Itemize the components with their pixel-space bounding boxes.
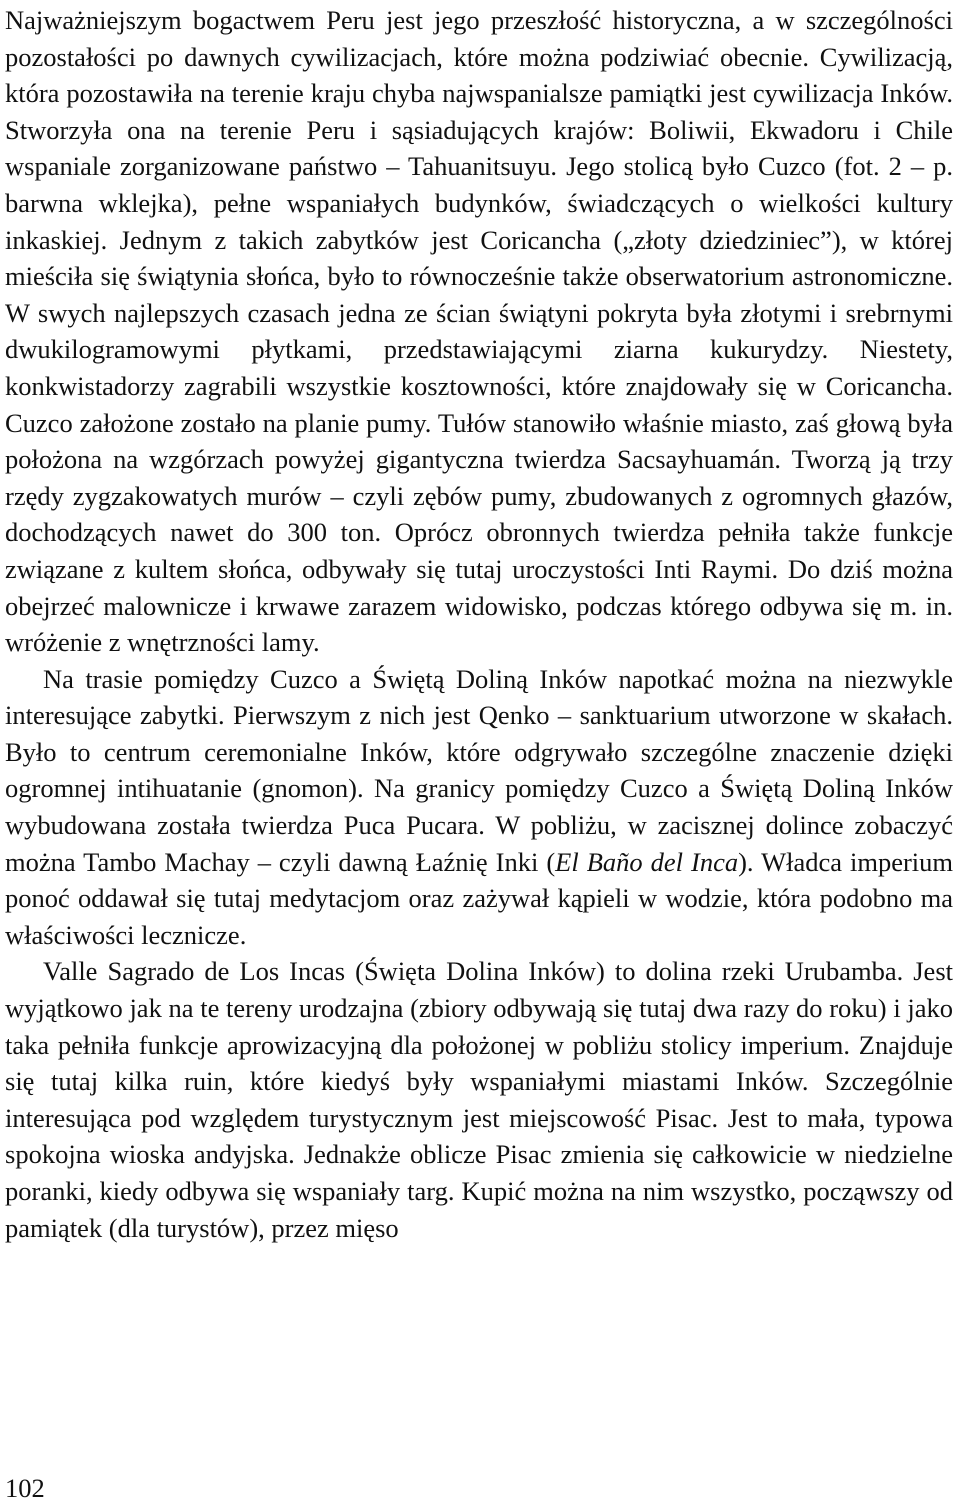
page-number: 102 [5, 1473, 45, 1503]
page-body [5, 2, 953, 1246]
paragraph-text: Najważniejszym bogactwem Peru jest jego przeszłość historyczna, a w szczególności pozostałości po dawnych cywilizacjach, które można podziwiać obecnie. Cywilizacją, która pozostawiła na terenie kraju chyba najwspanialsze pamiątki jest cywilizacja Inków. Stworzyła ona na terenie Peru i sąsiadujących krajów: Boliwii, Ekwadoru i Chile wspaniale zorganizowane państwo – Tahuanitsuyu. Jego stolicą było Cuzco (fot. 2 – p. barwna wklejka), pełne wspaniałych budynków, świadczących o wielkości kultury inkaskiej. Jednym z takich zabytków jest Coricancha („złoty dziedziniec”), w której mieściła się świątynia słońca, było to równocześnie także obserwatorium astronomiczne. W swych najlepszych czasach jedna ze ścian świątyni pokryta była złotymi i srebrnymi dwukilogramowymi płytkami, przedstawiającymi ziarna kukurydzy. Niestety, konkwistadorzy zagrabili wszystkie kosztowności, które znajdowały się w Coricancha. Cuzco założone zostało na planie pumy. Tułów stanowiło właśnie miasto, zaś głową była położona na wzgórzach powyżej gigantyczna twierdza Sacsayhuamán. Tworzą ją trzy rzędy zygzakowatych murów – czyli zębów pumy, zbudowanych z ogromnych głazów, dochodzących nawet do 300 ton. Oprócz obronnych twierdza pełniła także funkcje związane z kultem słońca, odbywały się tutaj uroczystości Inti Raymi. Do dziś można obejrzeć malownicze i krwawe zarazem widowisko, podczas którego odbywa się m. in. wróżenie z wnętrzności lamy. [5, 5, 953, 658]
paragraph-sacred-valley [5, 953, 953, 1246]
paragraph-text: ). Władca imperium ponoć oddawał się tutaj medytacjom oraz zażywał kąpieli w wodzie, która podobno ma właściwości lecznicze. [5, 846, 954, 950]
paragraph-text: Na trasie pomiędzy Cuzco a Świętą Doliną Inków napotkać można na niezwykle interesujące zabytki. Pierwszym z nich jest Qenko – sanktuarium utworzone w skałach. Było to centrum ceremonialne Inków, które odgrywało szczególne znaczenie dzięki ogromnej intihuatanie (gnomon). Na granicy pomiędzy Cuzco a Świętą Doliną Inków wybudowana została twierdza Puca Pucara. W pobliżu, w zacisznej dolince zobaczyć można Tambo Machay – czyli dawną Łaźnię Inki ( [5, 663, 953, 877]
italic-term: El Baño del Inca [555, 846, 739, 877]
paragraph-text: Valle Sagrado de Los Incas (Święta Dolina Inków) to dolina rzeki Urubamba. Jest wyjątkowo jak na te tereny urodzajna (zbiory odbywają się tutaj dwa razy do roku) i jako taka pełniła funkcje aprowizacyjną dla położonej w pobliżu stolicy imperium. Znajduje się tutaj kilka ruin, które kiedyś były wspaniałymi miastami Inków. Szczególnie interesująca pod względem turystycznym jest miejscowość Pisac. Jest to mała, typowa spokojna wioska andyjska. Jednakże oblicze Pisac zmienia się całkowicie w niedzielne poranki, kiedy odbywa się wspaniały targ. Kupić można na nim wszystko, począwszy od pamiątek (dla turystów), przez mięso [5, 956, 953, 1243]
paragraph-peru-history [5, 2, 953, 661]
paragraph-route-cuzco-sacred-valley [5, 661, 953, 954]
